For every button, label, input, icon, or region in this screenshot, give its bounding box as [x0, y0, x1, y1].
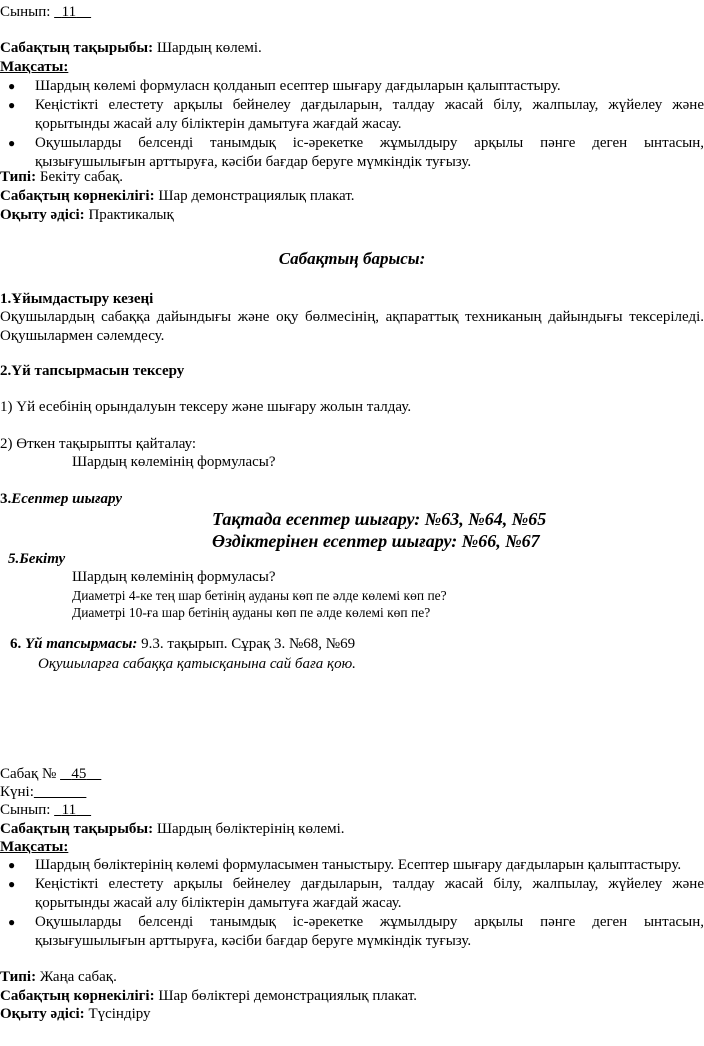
bullet-icon: ● [8, 79, 16, 93]
goal-item: ● Кеңістікті елестету арқылы бейнелеу дағдыларын, талдау жасай білу, жалпылау, жүйелеу және қорытынды жасай алу біліктерін дамытуға жағдай жасау. [8, 97, 704, 132]
bullet-icon: ● [8, 136, 16, 150]
section2-item2: 2) Өткен тақырыпты қайталау: [0, 436, 197, 452]
section2-item2-sub: Шардың көлемінің формуласы? [72, 454, 276, 470]
goal-item: ● Оқушыларды белсенді танымдық іс-әрекетке жұмылдыру арқылы пәнге деген ынтасын, қызығушылығын арттыруға, кәсіби бағдар беруге мүмкіндік туғызу. [8, 914, 704, 949]
goals-heading-2: Мақсаты: [0, 839, 69, 855]
lesson-number-line: Сабақ № 45 [0, 766, 87, 782]
progress-title: Сабақтың барысы: [278, 249, 426, 268]
section1-text: Оқушылардың сабаққа дайындығы және оқу бөлмесінің, ақпараттық техниканың дайындығы тексеріледі. Оқушылармен сәлемдесу. [0, 309, 704, 344]
section6-line: 6. Үй тапсырмасы: 9.3. тақырып. Сұрақ 3. №68, №69 [10, 636, 356, 652]
section5-q3: Диаметрі 10-ға шар бетінің ауданы көп пе әлде көлемі көп пе? [72, 605, 431, 620]
section2-title: 2.Үй тапсырмасын тексеру [0, 363, 185, 379]
bullet-icon: ● [8, 877, 16, 891]
section1-title: 1.Ұйымдастыру кезеңі [0, 291, 154, 307]
topic-label: Сабақтың тақырыбы: [0, 40, 154, 56]
section3-title: 3.Есептер шығару [0, 491, 122, 507]
goals-heading: Мақсаты: [0, 59, 69, 75]
bullet-icon: ● [8, 858, 16, 872]
type-line-2: Типі: Жаңа сабақ. [0, 969, 117, 985]
section5-q2: Диаметрі 4-ке тең шар бетінің ауданы көп пе әлде көлемі көп пе? [72, 588, 447, 603]
grade-line-2: Сынып: 11 [0, 802, 77, 818]
method-line: Оқыту әдісі: Практикалық [0, 207, 174, 223]
goals-list-2 [0, 856, 704, 951]
date-line: Күні: [0, 784, 34, 800]
type-line: Типі: Бекіту сабақ. [0, 169, 124, 185]
section6-grade-note: Оқушыларға сабаққа қатысқанына сай баға қою. [38, 656, 356, 672]
visual-line: Сабақтың көрнекілігі: Шар демонстрациялық плакат. [0, 188, 355, 204]
goal-item: ● Кеңістікті елестету арқылы бейнелеу дағдыларын, талдау жасай білу, жалпылау, жүйелеу және қорытынды жасай алу біліктерін дамытуға жағдай жасау. [8, 876, 704, 911]
grade-label: Сынып: [0, 4, 51, 20]
section3-board: Тақтада есептер шығару: №63, №64, №65 [212, 509, 547, 529]
section5-q1: Шардың көлемінің формуласы? [72, 569, 276, 585]
goal-item: ● Оқушыларды белсенді танымдық іс-әрекетке жұмылдыру арқылы пәнге деген ынтасын, қызығушылығын арттыруға, кәсіби бағдар беруге мүмкіндік туғызу. [8, 135, 704, 170]
grade-value: 11 [61, 4, 77, 20]
goal-item: ● Шардың бөліктерінің көлемі формуласымен таныстыру. Есептер шығару дағдыларын қалыптастыру. [8, 857, 682, 873]
method-line-2: Оқыту әдісі: Түсіндіру [0, 1006, 151, 1022]
bullet-icon: ● [8, 915, 16, 929]
bullet-icon: ● [8, 98, 16, 112]
visual-line-2: Сабақтың көрнекілігі: Шар бөліктері демонстрациялық плакат. [0, 988, 417, 1004]
topic-value: Шардың көлемі. [156, 40, 262, 56]
grade-line [0, 3, 91, 22]
topic-line-2: Сабақтың тақырыбы: Шардың бөліктерінің көлемі. [0, 821, 345, 837]
goals-list [0, 77, 704, 172]
section5-title: 5.Бекіту [8, 551, 66, 567]
goal-item: ● Шардың көлемі формуласн қолданып есептер шығару дағдыларын қалыптастыру. [8, 78, 561, 94]
topic-line [0, 39, 262, 58]
section3-self: Өздіктерінен есептер шығару: №66, №67 [212, 531, 540, 551]
section2-item1: 1) Үй есебінің орындалуын тексеру және шығару жолын талдау. [0, 399, 412, 415]
